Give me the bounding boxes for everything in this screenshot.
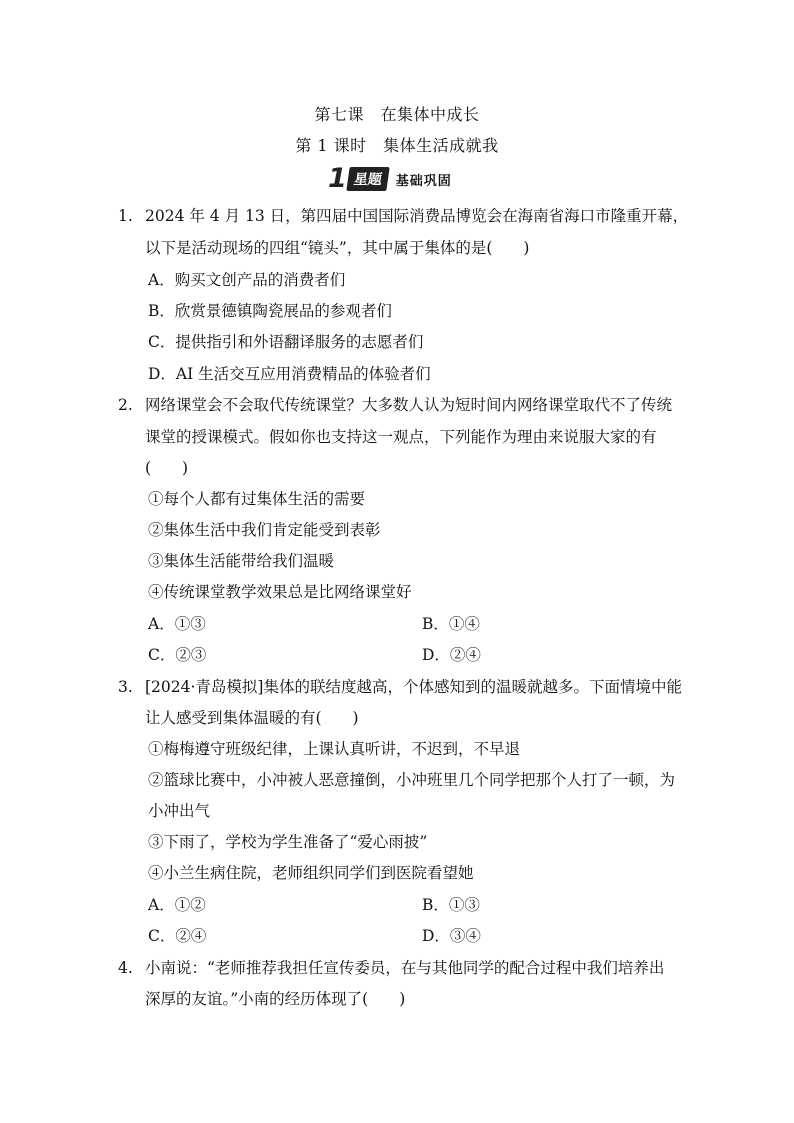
option-b: B．①③	[422, 896, 480, 914]
statement: ④小兰生病住院，老师组织同学们到医院看望她	[148, 864, 474, 882]
badge-number: 1	[328, 163, 347, 194]
question-stem-line: 小南说：“老师推荐我担任宣传委员，在与其他同学的配合过程中我们培养出	[145, 959, 665, 977]
question-number: 2.	[118, 396, 133, 414]
question-stem-line: 课堂的授课模式。假如你也支持这一观点，下列能作为理由来说服大家的有	[145, 428, 657, 446]
statement: ②集体生活中我们肯定能受到表彰	[148, 521, 381, 539]
option-b: B．①④	[422, 615, 480, 633]
option-b: B．欣赏景德镇陶瓷展品的参观者们	[148, 302, 392, 320]
option-c: C．提供指引和外语翻译服务的志愿者们	[148, 333, 424, 351]
option-a: A．①③	[148, 615, 206, 633]
badge-star-label: 星题	[346, 167, 389, 191]
question-number: 3.	[118, 678, 133, 696]
statement: ①梅梅遵守班级纪律，上课认真听讲，不迟到，不早退	[148, 740, 521, 758]
question-stem-line: 2024 年 4 月 13 日，第四届中国国际消费品博览会在海南省海口市隆重开幕，	[145, 207, 689, 225]
question-stem-line: 以下是活动现场的四组“镜头”，其中属于集体的是( )	[145, 239, 530, 257]
lesson-title: 第七课 在集体中成长	[314, 105, 480, 124]
option-d: D．②④	[422, 646, 481, 664]
question-number: 4.	[118, 959, 133, 977]
option-a: A．①②	[148, 896, 206, 914]
question-stem-line: 网络课堂会不会取代传统课堂？大多数人认为短时间内网络课堂取代不了传统	[145, 396, 673, 414]
badge-subtitle: 基础巩固	[395, 173, 452, 189]
level-badge	[328, 163, 452, 194]
option-d: D．③④	[422, 927, 481, 945]
option-c: C．②③	[148, 646, 207, 664]
statement: ③集体生活能带给我们温暖	[148, 552, 335, 570]
question-stem-line: ( )	[145, 459, 189, 477]
statement: ①每个人都有过集体生活的需要	[148, 490, 366, 508]
statement: ③下雨了，学校为学生准备了“爱心雨披”	[148, 833, 428, 851]
statement: ④传统课堂教学效果总是比网络课堂好	[148, 583, 412, 601]
question-stem-line: [2024·青岛模拟]集体的联结度越高，个体感知到的温暖就越多。下面情境中能	[145, 678, 682, 696]
question-stem-line: 让人感受到集体温暖的有( )	[145, 709, 359, 727]
option-a: A．购买文创产品的消费者们	[148, 271, 346, 289]
section-title: 第 1 课时 集体生活成就我	[295, 136, 499, 155]
statement: ②篮球比赛中，小冲被人恶意撞倒，小冲班里几个同学把那个人打了一顿，为	[148, 771, 676, 789]
option-c: C．②④	[148, 927, 207, 945]
question-number: 1.	[118, 207, 133, 225]
option-d: D．AI 生活交互应用消费精品的体验者们	[148, 365, 431, 383]
question-stem-line: 深厚的友谊。”小南的经历体现了( )	[145, 990, 406, 1008]
statement: 小冲出气	[148, 802, 211, 820]
